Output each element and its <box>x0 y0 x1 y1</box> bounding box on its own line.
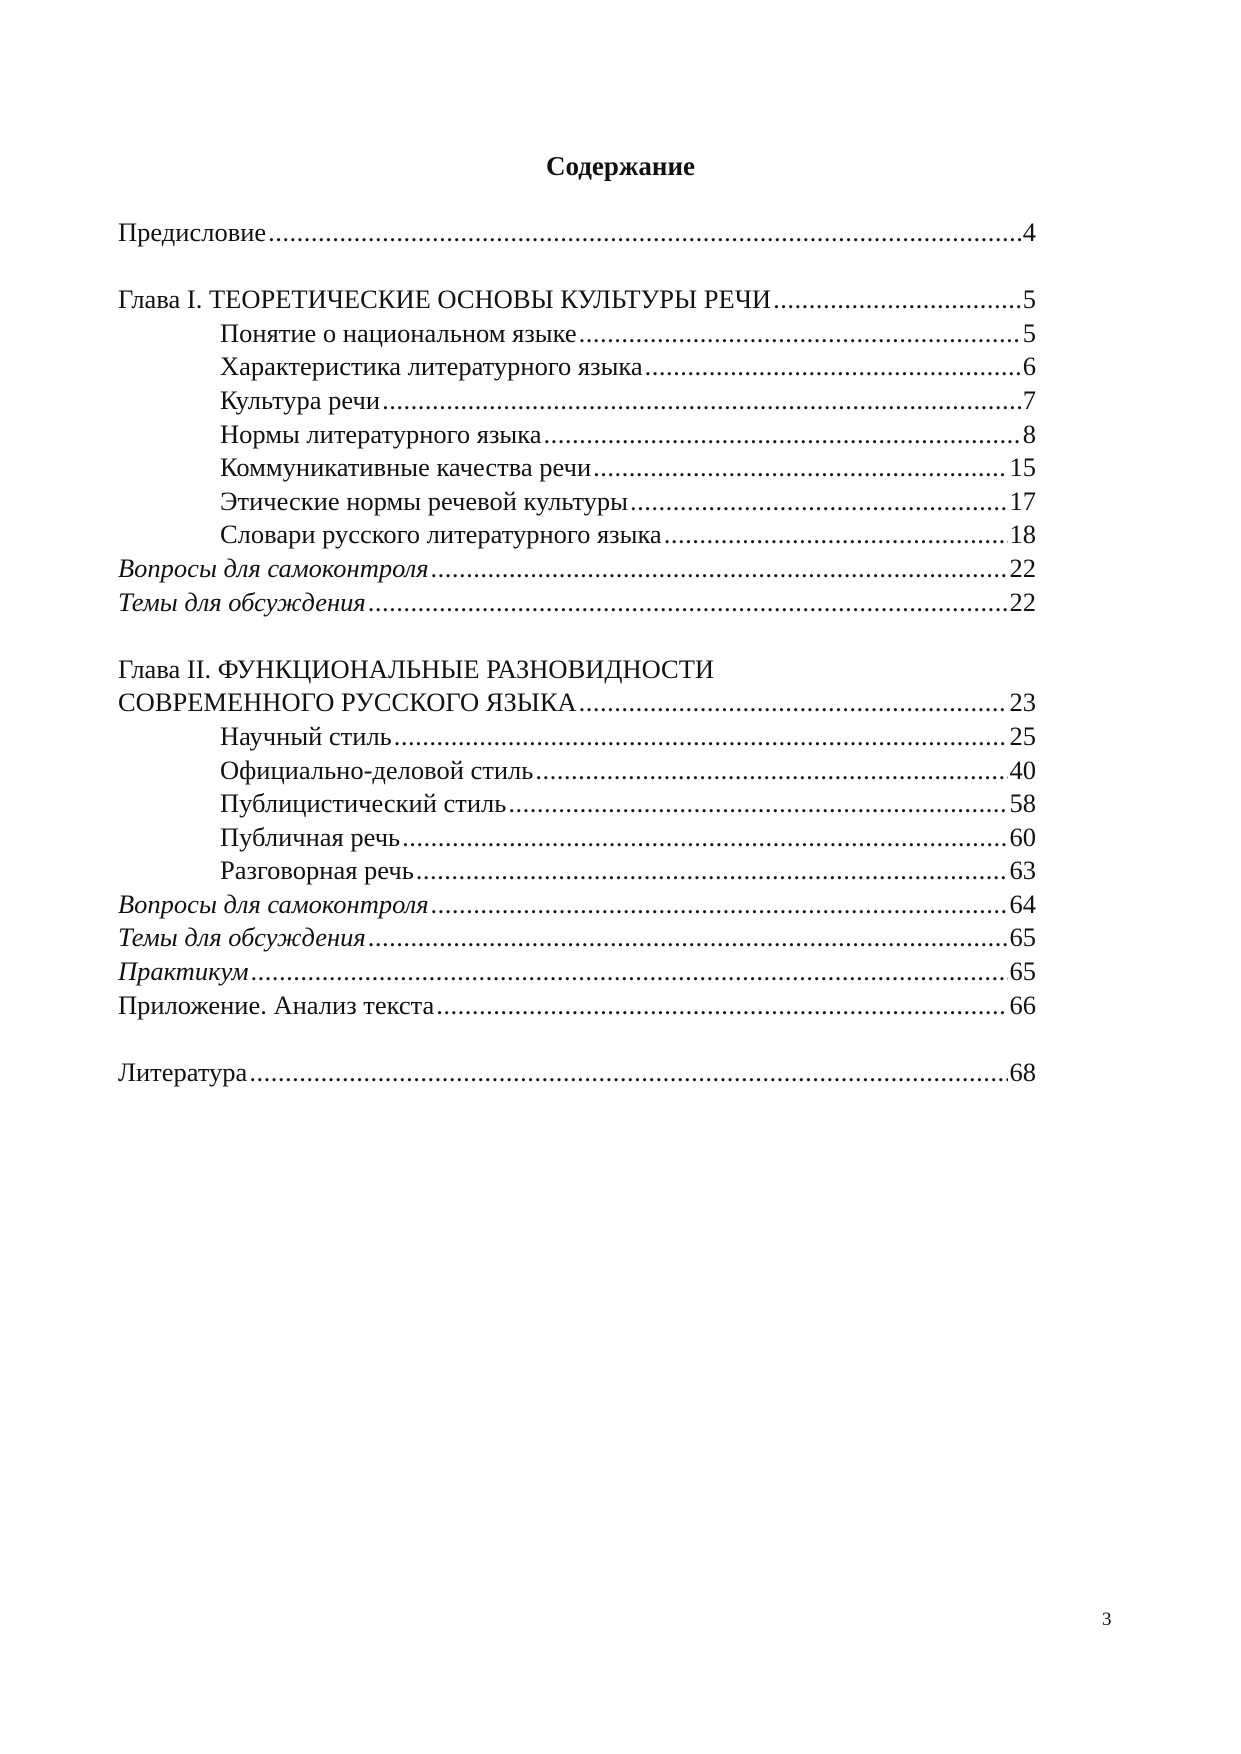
toc-dot-leader <box>436 989 1007 1023</box>
toc-page-number: 65 <box>1009 922 1036 953</box>
toc-dot-leader <box>394 720 1008 754</box>
toc-entry-discussion[interactable] <box>118 921 1036 955</box>
toc-page-number: 18 <box>1009 519 1036 550</box>
toc-page-number: 8 <box>1022 418 1036 449</box>
toc-entry-title: Публичная речь <box>220 821 401 852</box>
toc-entry-title: Литература <box>118 1056 248 1087</box>
page-number: 3 <box>1102 1609 1112 1630</box>
toc-dot-leader <box>508 787 1007 821</box>
toc-entry-title: Словари русского литературного языка <box>220 519 662 550</box>
toc-page-number: 22 <box>1009 552 1036 583</box>
page-title: Содержание <box>545 151 696 181</box>
toc-entry-literature[interactable] <box>118 1056 1036 1090</box>
toc-page-number: 68 <box>1009 1056 1036 1087</box>
toc-dot-leader <box>535 754 1007 788</box>
toc-entry-section[interactable] <box>118 317 1036 351</box>
toc-entry-section[interactable] <box>118 418 1036 452</box>
toc-page-number: 63 <box>1009 855 1036 886</box>
toc-entry-title: Характеристика литературного языка <box>220 351 643 382</box>
toc-entry-section[interactable] <box>118 720 1036 754</box>
table-of-contents <box>118 216 1036 1089</box>
toc-page-number: 25 <box>1009 720 1036 751</box>
toc-entry-section[interactable] <box>118 854 1036 888</box>
toc-page-number: 5 <box>1022 317 1036 348</box>
toc-dot-leader <box>579 317 1021 351</box>
toc-dot-leader <box>773 283 1021 317</box>
toc-page-number: 60 <box>1009 821 1036 852</box>
toc-entry-section[interactable] <box>118 350 1036 384</box>
toc-entry-title: Приложение. Анализ текста <box>118 989 435 1020</box>
toc-dot-leader <box>431 888 1008 922</box>
toc-dot-leader <box>416 854 1008 888</box>
toc-page-number: 22 <box>1009 586 1036 617</box>
toc-entry-chapter-2-line-1[interactable] <box>118 653 1036 687</box>
toc-page-number: 66 <box>1009 989 1036 1020</box>
toc-entry-title: Публицистический стиль <box>220 788 507 819</box>
toc-entry-title: Научный стиль <box>220 720 392 751</box>
toc-entry-section[interactable] <box>118 518 1036 552</box>
toc-entry-title: Разговорная речь <box>220 855 414 886</box>
toc-entry-section[interactable] <box>118 451 1036 485</box>
toc-page-number: 64 <box>1009 888 1036 919</box>
toc-entry-discussion[interactable] <box>118 586 1036 620</box>
toc-dot-leader <box>268 216 1021 250</box>
toc-entry-practicum[interactable] <box>118 955 1036 989</box>
toc-entry-title: Темы для обсуждения <box>118 922 366 953</box>
toc-dot-leader <box>249 1056 1007 1090</box>
toc-entry-title: Глава II. ФУНКЦИОНАЛЬНЫЕ РАЗНОВИДНОСТИ <box>118 653 715 684</box>
toc-dot-leader <box>543 418 1020 452</box>
toc-page-number: 17 <box>1009 485 1036 516</box>
toc-entry-title: Нормы литературного языка <box>220 418 542 449</box>
toc-entry-title: СОВРЕМЕННОГО РУССКОГО ЯЗЫКА <box>118 687 577 718</box>
toc-entry-self-check[interactable] <box>118 888 1036 922</box>
toc-entry-title: Коммуникативные качества речи <box>220 452 592 483</box>
toc-dot-leader <box>579 686 1008 720</box>
toc-entry-title: Темы для обсуждения <box>118 586 366 617</box>
toc-entry-preface[interactable] <box>118 216 1036 250</box>
toc-page-number: 15 <box>1009 452 1036 483</box>
toc-dot-leader <box>402 821 1007 855</box>
toc-entry-title: Этические нормы речевой культуры <box>220 485 628 516</box>
toc-page-number: 4 <box>1022 217 1036 247</box>
toc-entry-chapter-2-line-2[interactable] <box>118 686 1036 720</box>
toc-dot-leader <box>250 955 1007 989</box>
toc-entry-title: Вопросы для самоконтроля <box>118 888 429 919</box>
toc-entry-title: Предисловие <box>118 217 267 247</box>
toc-entry-self-check[interactable] <box>118 552 1036 586</box>
toc-dot-leader <box>664 518 1008 552</box>
toc-dot-leader <box>431 552 1008 586</box>
toc-entry-title: Культура речи <box>220 384 381 415</box>
toc-entry-section[interactable] <box>118 821 1036 855</box>
toc-dot-leader <box>630 485 1008 519</box>
toc-entry-section[interactable] <box>118 485 1036 519</box>
toc-entry-title: Практикум <box>118 956 249 987</box>
toc-page-number: 5 <box>1022 284 1036 315</box>
toc-entry-title: Вопросы для самоконтроля <box>118 552 429 583</box>
toc-entry-appendix[interactable] <box>118 989 1036 1023</box>
toc-dot-leader <box>382 384 1021 418</box>
toc-dot-leader <box>645 350 1021 384</box>
toc-dot-leader <box>593 451 1007 485</box>
toc-page-number: 40 <box>1009 754 1036 785</box>
toc-page-number: 6 <box>1022 351 1036 382</box>
toc-dot-leader <box>368 586 1008 620</box>
toc-page-number: 58 <box>1009 788 1036 819</box>
toc-page-number: 23 <box>1009 687 1036 718</box>
toc-dot-leader <box>368 921 1008 955</box>
toc-entry-title: Понятие о национальном языке <box>220 317 577 348</box>
toc-entry-section[interactable] <box>118 787 1036 821</box>
toc-page-number: 65 <box>1009 956 1036 987</box>
toc-entry-section[interactable] <box>118 384 1036 418</box>
toc-page-number: 7 <box>1022 384 1036 415</box>
toc-entry-chapter-1[interactable] <box>118 283 1036 317</box>
toc-entry-title: Официально-деловой стиль <box>220 754 534 785</box>
toc-entry-title: Глава I. ТЕОРЕТИЧЕСКИЕ ОСНОВЫ КУЛЬТУРЫ РЕЧИ <box>118 284 772 315</box>
toc-entry-section[interactable] <box>118 754 1036 788</box>
